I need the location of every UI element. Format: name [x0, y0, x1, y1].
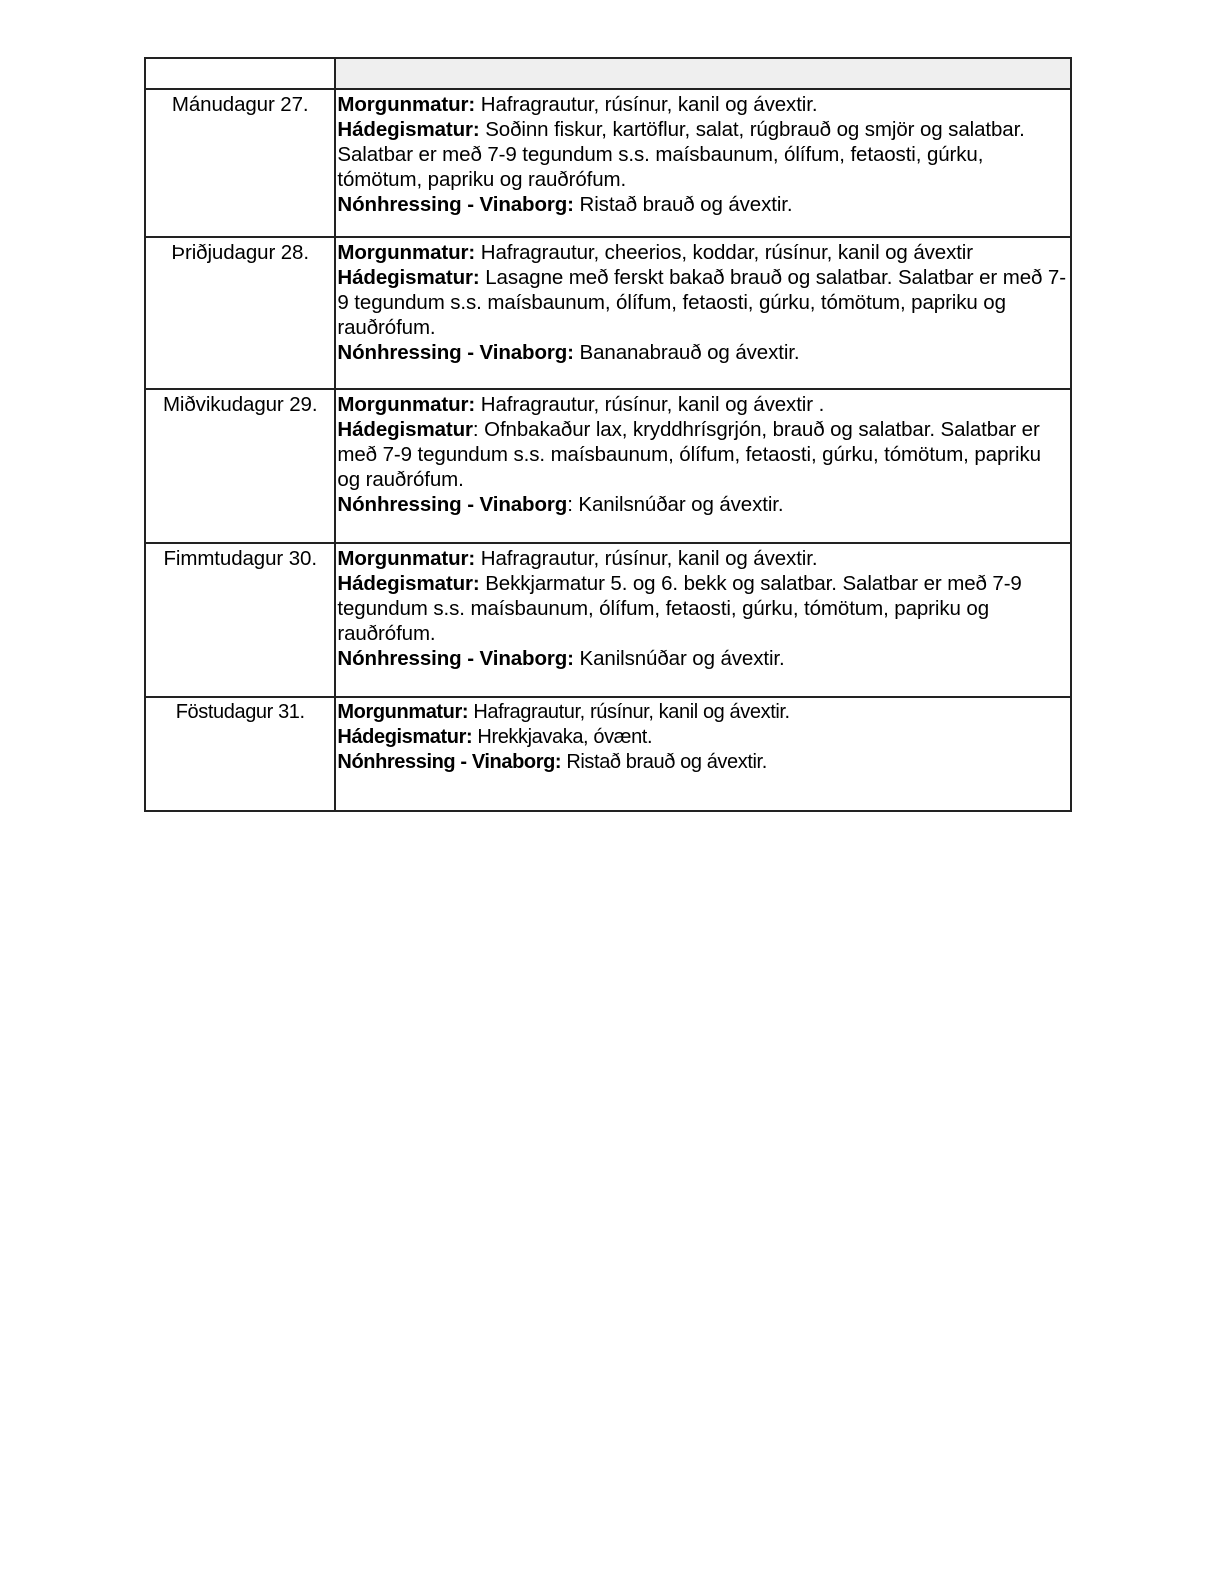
breakfast-text: Hafragrautur, rúsínur, kanil og ávextir. — [468, 701, 790, 723]
day-cell: Föstudagur 31. — [145, 697, 335, 811]
snack-label: Nónhressing - Vinaborg: — [337, 647, 574, 670]
menu-cell — [335, 697, 1071, 811]
snack-text: Ristað brauð og ávextir. — [573, 193, 793, 216]
lunch-line — [337, 117, 1068, 192]
snack-line — [337, 646, 1068, 671]
weekly-menu-table — [144, 57, 1072, 812]
breakfast-line — [337, 240, 1068, 265]
lunch-text: Hrekkjavaka, óvænt. — [472, 726, 653, 748]
snack-text: Ristað brauð og ávextir. — [561, 751, 767, 773]
breakfast-label: Morgunmatur: — [337, 547, 476, 570]
lunch-line — [337, 571, 1068, 646]
lunch-text: Bekkjarmatur 5. og 6. bekk og salatbar. Salatbar er með 7-9 tegundum s.s. maísbaunum, ólífum, fetaosti, gúrku, tómötum, papriku og rauðrófum. — [337, 572, 1022, 645]
table-row — [145, 543, 1071, 697]
breakfast-text: Hafragrautur, rúsínur, kanil og ávextir . — [475, 393, 825, 416]
table-row — [145, 389, 1071, 543]
header-day-cell — [145, 58, 335, 89]
snack-line — [337, 192, 1068, 217]
snack-label: Nónhressing - Vinaborg: — [337, 751, 562, 773]
table-row — [145, 89, 1071, 237]
breakfast-text: Hafragrautur, rúsínur, kanil og ávextir. — [475, 93, 818, 116]
breakfast-line — [337, 392, 1068, 417]
day-cell: Mánudagur 27. — [145, 89, 335, 237]
header-menu-cell — [335, 58, 1071, 89]
day-cell: Miðvikudagur 29. — [145, 389, 335, 543]
lunch-label: Hádegismatur — [337, 418, 473, 441]
table-header-row — [145, 58, 1071, 89]
breakfast-label: Morgunmatur: — [337, 93, 476, 116]
menu-cell — [335, 389, 1071, 543]
snack-label: Nónhressing - Vinaborg: — [337, 341, 574, 364]
lunch-label: Hádegismatur: — [337, 118, 480, 141]
snack-label: Nónhressing - Vinaborg — [337, 493, 568, 516]
menu-cell — [335, 237, 1071, 389]
snack-line — [337, 750, 1068, 775]
day-cell: Þriðjudagur 28. — [145, 237, 335, 389]
snack-label: Nónhressing - Vinaborg: — [337, 193, 574, 216]
lunch-label: Hádegismatur: — [337, 572, 480, 595]
breakfast-line — [337, 700, 1068, 725]
lunch-text: Soðinn fiskur, kartöflur, salat, rúgbrauð og smjör og salatbar. Salatbar er með 7-9 tegundum s.s. maísbaunum, ólífum, fetaosti, gúrku, tómötum, papriku og rauðrófum. — [337, 118, 1025, 191]
breakfast-label: Morgunmatur: — [337, 701, 469, 723]
breakfast-line — [337, 92, 1068, 117]
lunch-text: : Ofnbakaður lax, kryddhrísgrjón, brauð og salatbar. Salatbar er með 7-9 tegundum s.s. maísbaunum, ólífum, fetaosti, gúrku, tómötum, papriku og rauðrófum. — [337, 418, 1041, 491]
menu-cell — [335, 89, 1071, 237]
breakfast-text: Hafragrautur, cheerios, koddar, rúsínur, kanil og ávextir — [475, 241, 973, 264]
lunch-text: Lasagne með ferskt bakað brauð og salatbar. Salatbar er með 7-9 tegundum s.s. maísbaunum, ólífum, fetaosti, gúrku, tómötum, papriku og rauðrófum. — [337, 266, 1066, 339]
breakfast-label: Morgunmatur: — [337, 241, 476, 264]
menu-cell — [335, 543, 1071, 697]
table-row — [145, 237, 1071, 389]
snack-line — [337, 492, 1068, 517]
breakfast-line — [337, 546, 1068, 571]
snack-line — [337, 340, 1068, 365]
breakfast-text: Hafragrautur, rúsínur, kanil og ávextir. — [475, 547, 818, 570]
table-row — [145, 697, 1071, 811]
snack-text: Kanilsnúðar og ávextir. — [573, 647, 785, 670]
lunch-label: Hádegismatur: — [337, 266, 480, 289]
day-cell: Fimmtudagur 30. — [145, 543, 335, 697]
snack-text: Bananabrauð og ávextir. — [573, 341, 800, 364]
lunch-label: Hádegismatur: — [337, 726, 473, 748]
snack-text: : Kanilsnúðar og ávextir. — [567, 493, 784, 516]
lunch-line — [337, 725, 1068, 750]
lunch-line — [337, 265, 1068, 340]
breakfast-label: Morgunmatur: — [337, 393, 476, 416]
lunch-line — [337, 417, 1068, 492]
